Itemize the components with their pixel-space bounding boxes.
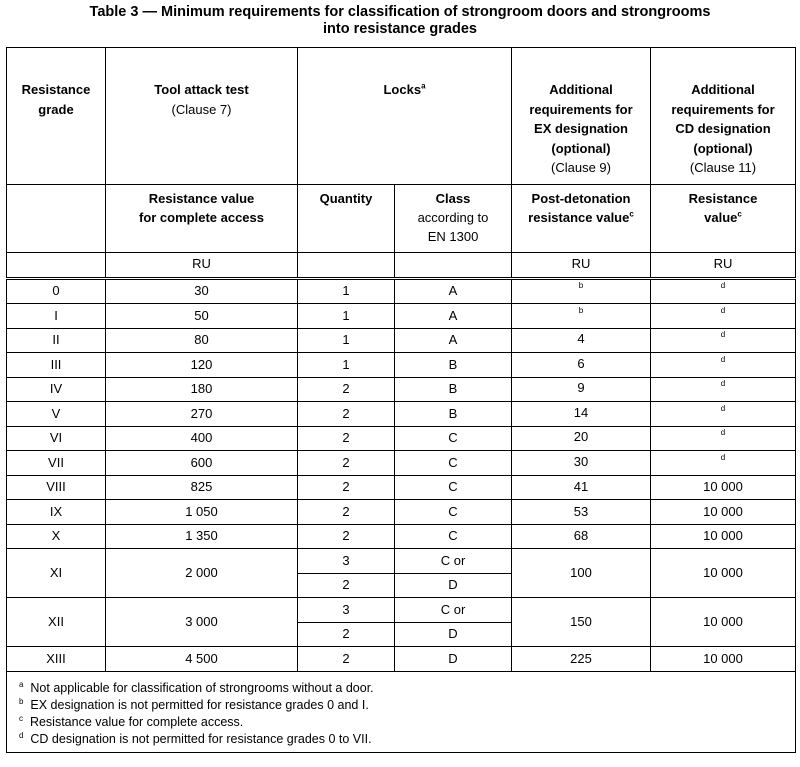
value-cell: 3 000 xyxy=(106,598,298,647)
quantity-cell: 3 xyxy=(298,549,395,574)
footnote-mark: d xyxy=(720,379,726,388)
class-cell: C xyxy=(395,500,512,525)
header-text: Locks xyxy=(383,82,422,97)
ex-cell xyxy=(512,377,651,402)
cd-cell xyxy=(651,377,796,402)
value-cell: 120 xyxy=(106,353,298,378)
units-row xyxy=(7,252,796,278)
header-class xyxy=(395,184,512,252)
grade-cell: XIII xyxy=(7,647,106,672)
header-ex-designation xyxy=(512,48,651,185)
class-cell: B xyxy=(395,353,512,378)
value-cell: 4 500 xyxy=(106,647,298,672)
header-text: (Clause 7) xyxy=(171,101,232,117)
class-cell: C xyxy=(395,426,512,451)
ex-value: 68 xyxy=(573,528,589,543)
ex-cell xyxy=(512,304,651,329)
table-row xyxy=(7,278,796,304)
grade-cell: V xyxy=(7,402,106,427)
table-row xyxy=(7,304,796,329)
footnote-mark: a xyxy=(421,81,426,91)
class-cell: C xyxy=(395,451,512,476)
footnote-mark: c xyxy=(629,209,634,219)
ex-value: 14 xyxy=(573,404,589,420)
class-cell: C xyxy=(395,524,512,549)
quantity-cell: 3 xyxy=(298,598,395,623)
ex-cell xyxy=(512,475,651,500)
ex-cell xyxy=(512,353,651,378)
table-row xyxy=(7,328,796,353)
cd-cell: 10 000 xyxy=(651,598,796,647)
value-cell: 50 xyxy=(106,304,298,329)
footnote-text: Resistance value for complete access. xyxy=(29,714,244,729)
table-row xyxy=(7,500,796,525)
footnote-mark: d xyxy=(720,354,726,364)
header-text: (Clause 9) xyxy=(551,160,611,175)
quantity-cell: 2 xyxy=(298,402,395,427)
header-tool-attack xyxy=(106,48,298,185)
table-row xyxy=(7,426,796,451)
ex-value: 4 xyxy=(577,331,585,346)
ex-cell: 150 xyxy=(512,598,651,647)
quantity-cell: 2 xyxy=(298,451,395,476)
footnote-mark: b xyxy=(578,305,584,315)
footnote-mark: d xyxy=(720,452,726,462)
cd-cell xyxy=(651,402,796,427)
header-text: CD designation xyxy=(675,121,771,136)
header-text: (optional) xyxy=(693,140,753,156)
ex-cell: 100 xyxy=(512,549,651,598)
value-cell: 270 xyxy=(106,402,298,427)
value-cell: 1 350 xyxy=(106,524,298,549)
cd-value: 10 000 xyxy=(703,479,743,494)
footnote-mark: b xyxy=(19,696,24,706)
cd-cell xyxy=(651,328,796,353)
header-post-detonation xyxy=(512,184,651,252)
value-cell: 1 050 xyxy=(106,500,298,525)
class-cell: A xyxy=(395,304,512,329)
grade-cell: VIII xyxy=(7,475,106,500)
class-cell: A xyxy=(395,278,512,304)
cd-cell xyxy=(651,475,796,500)
table-row xyxy=(7,377,796,402)
footnote-mark: d xyxy=(720,403,726,413)
grade-cell: IV xyxy=(7,377,106,402)
grade-cell: IX xyxy=(7,500,106,525)
value-cell: 30 xyxy=(106,278,298,304)
header-text: grade xyxy=(38,101,74,117)
header-text: value xyxy=(704,209,738,225)
cd-cell xyxy=(651,524,796,549)
class-cell: A xyxy=(395,328,512,353)
footnote-mark: d xyxy=(720,281,726,290)
unit-cell xyxy=(298,252,395,278)
ex-value: 53 xyxy=(573,503,589,519)
grade-cell: II xyxy=(7,328,106,353)
grade-cell: 0 xyxy=(7,278,106,304)
header-text: EX designation xyxy=(534,121,628,136)
ex-value: 41 xyxy=(573,479,589,494)
header-resistance-value xyxy=(106,184,298,252)
class-cell: B xyxy=(395,402,512,427)
footnote xyxy=(19,731,795,748)
grade-cell: XII xyxy=(7,598,106,647)
header-cd-resistance xyxy=(651,184,796,252)
header-empty xyxy=(7,184,106,252)
quantity-cell: 2 xyxy=(298,475,395,500)
quantity-cell: 2 xyxy=(298,647,395,672)
ex-value: 20 xyxy=(573,429,589,444)
ex-cell xyxy=(512,426,651,451)
header-quantity: Quantity xyxy=(298,184,395,252)
ex-value: 9 xyxy=(577,380,585,395)
header-text: Additional xyxy=(549,82,613,97)
unit-cell xyxy=(7,252,106,278)
header-row-2 xyxy=(7,184,796,252)
quantity-cell: 1 xyxy=(298,328,395,353)
table-row xyxy=(7,524,796,549)
header-text: (Clause 11) xyxy=(689,160,757,175)
class-cell: D xyxy=(395,573,512,598)
footnote-mark: c xyxy=(19,713,23,723)
header-text: Tool attack test xyxy=(154,82,249,97)
quantity-cell: 1 xyxy=(298,353,395,378)
table-row-xi xyxy=(7,549,796,574)
footnote-text: CD designation is not permitted for resistance grades 0 to VII. xyxy=(30,731,372,746)
header-text: Post-detonation xyxy=(531,190,631,206)
grade-cell: I xyxy=(7,304,106,329)
class-cell: D xyxy=(395,647,512,672)
grade-cell: XI xyxy=(7,549,106,598)
header-text: Resistance value xyxy=(148,190,255,206)
table-row xyxy=(7,475,796,500)
footnote-mark: d xyxy=(720,305,726,315)
ex-value: 30 xyxy=(573,453,589,469)
grade-cell: X xyxy=(7,524,106,549)
ex-value: 6 xyxy=(577,355,585,371)
table-row xyxy=(7,402,796,427)
table-row-xii xyxy=(7,598,796,623)
footnote-mark: d xyxy=(720,330,726,339)
quantity-cell: 2 xyxy=(298,573,395,598)
footnote xyxy=(19,714,795,731)
cd-cell: 10 000 xyxy=(651,549,796,598)
header-text: for complete access xyxy=(138,209,264,225)
header-locks xyxy=(298,48,512,185)
footnote xyxy=(19,680,795,697)
unit-cell xyxy=(395,252,512,278)
ex-cell xyxy=(512,278,651,304)
header-text: Additional xyxy=(691,82,755,97)
table-title-line1: Table 3 — Minimum requirements for classification of strongroom doors and strongrooms xyxy=(89,4,711,20)
header-text: Resistance xyxy=(21,82,91,97)
quantity-cell: 1 xyxy=(298,304,395,329)
footnote-mark: d xyxy=(19,730,24,740)
cd-value: 10 000 xyxy=(703,528,743,543)
footnote-mark: a xyxy=(19,679,24,689)
value-cell: 80 xyxy=(106,328,298,353)
footnote-mark: d xyxy=(720,428,726,437)
cd-cell xyxy=(651,304,796,329)
grade-cell: VII xyxy=(7,451,106,476)
header-text: requirements for xyxy=(671,101,775,117)
grade-cell: III xyxy=(7,353,106,378)
class-cell: C or xyxy=(395,549,512,574)
footnote-mark: b xyxy=(578,281,584,290)
cd-cell xyxy=(651,451,796,476)
quantity-cell: 2 xyxy=(298,622,395,647)
footnote-mark: c xyxy=(737,209,742,219)
table-title xyxy=(0,0,800,40)
header-text: resistance value xyxy=(528,209,630,225)
cd-cell xyxy=(651,278,796,304)
class-cell: B xyxy=(395,377,512,402)
value-cell: 600 xyxy=(106,451,298,476)
ex-cell xyxy=(512,500,651,525)
footnote-text: Not applicable for classification of strongrooms without a door. xyxy=(30,680,374,695)
footnotes-row xyxy=(7,671,796,752)
table-row xyxy=(7,451,796,476)
ex-cell xyxy=(512,402,651,427)
header-row-1 xyxy=(7,48,796,185)
unit-cell: RU xyxy=(512,252,651,278)
quantity-cell: 1 xyxy=(298,278,395,304)
ex-cell xyxy=(512,524,651,549)
table-row-xiii xyxy=(7,647,796,672)
requirements-table xyxy=(6,47,796,753)
value-cell: 2 000 xyxy=(106,549,298,598)
grade-cell: VI xyxy=(7,426,106,451)
class-cell: C xyxy=(395,475,512,500)
header-text: (optional) xyxy=(551,140,611,156)
cd-value: 10 000 xyxy=(703,503,743,519)
class-cell: D xyxy=(395,622,512,647)
header-text: Resistance xyxy=(688,190,758,206)
cd-cell xyxy=(651,353,796,378)
footnote xyxy=(19,697,795,714)
unit-cell: RU xyxy=(106,252,298,278)
header-text: according to xyxy=(417,209,489,225)
footnote-text: EX designation is not permitted for resistance grades 0 and I. xyxy=(30,697,369,712)
header-cd-designation xyxy=(651,48,796,185)
header-text: EN 1300 xyxy=(427,228,479,244)
data-rows xyxy=(7,278,796,671)
value-cell: 400 xyxy=(106,426,298,451)
cd-cell: 10 000 xyxy=(651,647,796,672)
quantity-cell: 2 xyxy=(298,377,395,402)
quantity-cell: 2 xyxy=(298,524,395,549)
value-cell: 180 xyxy=(106,377,298,402)
header-resistance-grade xyxy=(7,48,106,185)
ex-cell: 225 xyxy=(512,647,651,672)
value-cell: 825 xyxy=(106,475,298,500)
footnotes xyxy=(7,671,796,752)
unit-cell: RU xyxy=(651,252,796,278)
table-row xyxy=(7,353,796,378)
class-cell: C or xyxy=(395,598,512,623)
header-text: requirements for xyxy=(529,101,633,117)
quantity-cell: 2 xyxy=(298,426,395,451)
ex-cell xyxy=(512,328,651,353)
quantity-cell: 2 xyxy=(298,500,395,525)
header-text: Class xyxy=(435,190,471,206)
cd-cell xyxy=(651,500,796,525)
table-title-line2: into resistance grades xyxy=(323,21,477,37)
ex-cell xyxy=(512,451,651,476)
cd-cell xyxy=(651,426,796,451)
